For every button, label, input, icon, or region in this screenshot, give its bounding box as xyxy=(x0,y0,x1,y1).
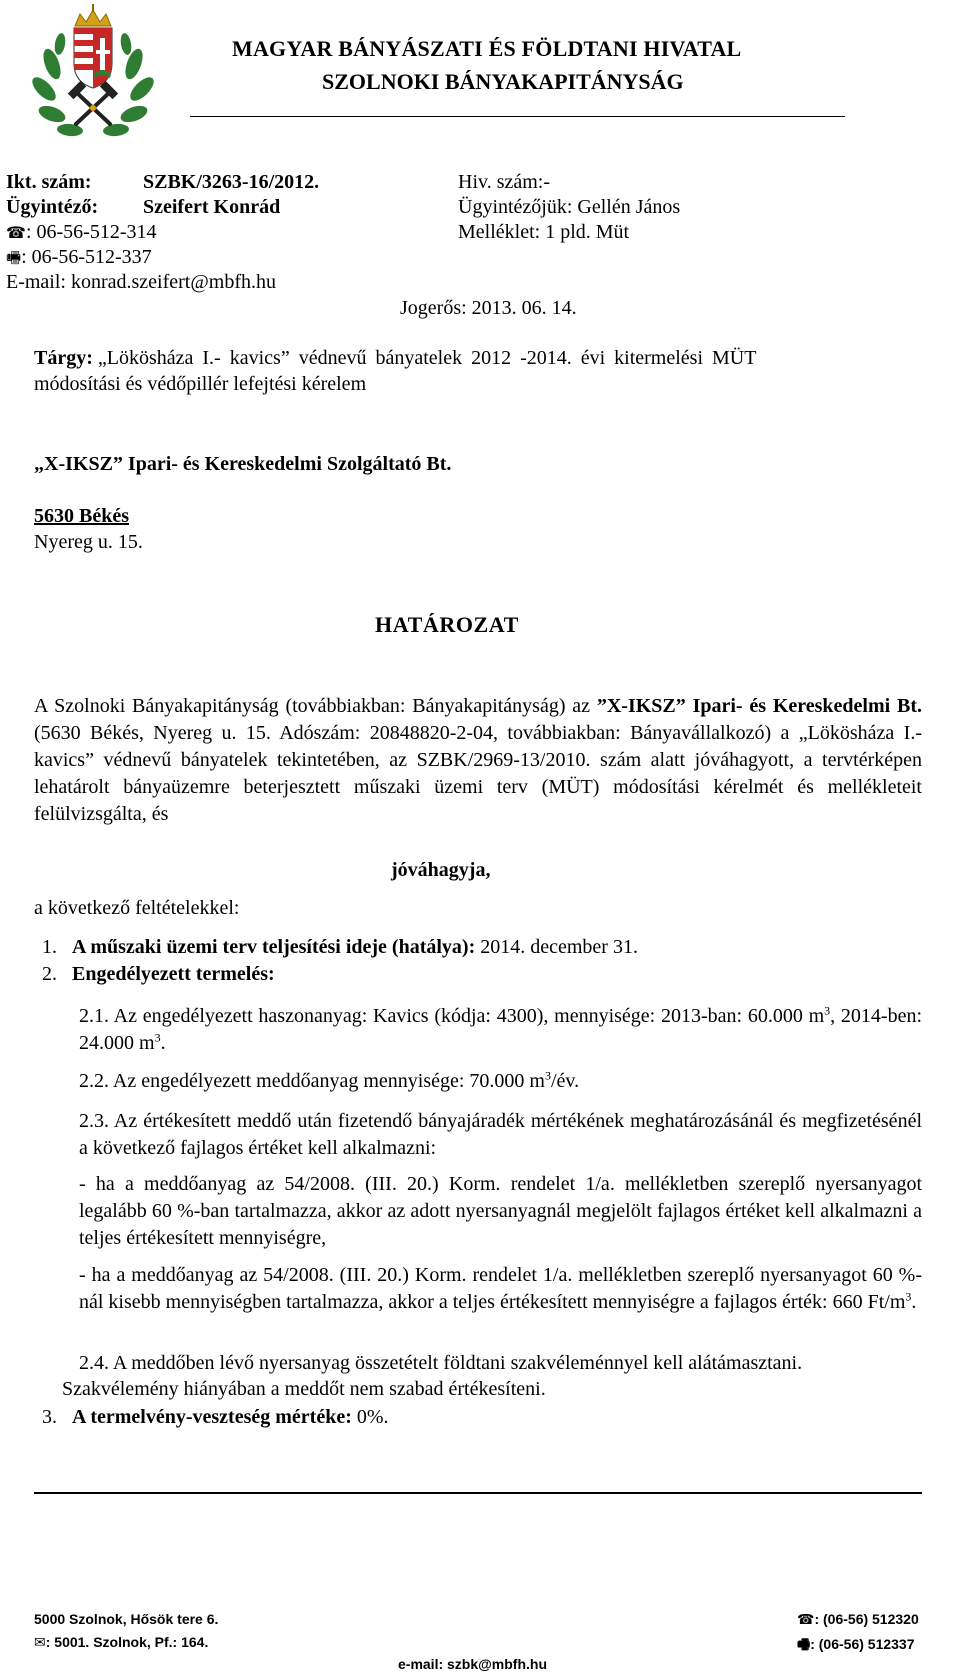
item-1: 1. A műszaki üzemi terv teljesítési ideje (hatálya): 2014. december 31. xyxy=(42,936,638,958)
item-2-3-dash-2: - ha a meddőanyag az 54/2008. (III. 20.) Korm. rendelet 1/a. mellékletben szereplő nyersanyagot 60 %-nál kisebb mennyiségben tartalmazza, akkor a teljes értékesített mennyiségre a fajlagos érték: 660 $Ft/m^3$. xyxy=(79,1264,922,1313)
footer-divider xyxy=(34,1492,922,1494)
phone-line: ☎: 06-56-512-314 xyxy=(6,221,157,243)
subject-line1 xyxy=(34,347,756,370)
subject-label: Tárgy: xyxy=(34,347,93,369)
recipient-city: 5630 Békés xyxy=(34,505,129,527)
item-2-4-line2: Szakvélemény hiányában a meddőt nem szabad értékesíteni. xyxy=(62,1378,546,1400)
telephone-icon: ☎ xyxy=(797,1612,815,1628)
decision-title: HATÁROZAT xyxy=(375,612,519,637)
recipient-street: Nyereg u. 15. xyxy=(34,531,143,553)
approves-text: jóváhagyja, xyxy=(391,859,491,881)
footer-postbox: ✉: 5001. Szolnok, Pf.: 164. xyxy=(34,1634,209,1651)
item-2-3: 2.3. Az értékesített meddő után fizetendő bányajáradék mértékének meghatározásánál és megfizetésénél a következő fajlagos értéket kell alkalmazni: xyxy=(79,1110,922,1159)
header-divider xyxy=(190,116,845,117)
hiv-szam: Hiv. szám:- xyxy=(458,171,551,193)
conditions-intro: a következő feltételekkel: xyxy=(34,897,240,919)
item-2: 2. Engedélyezett termelés: xyxy=(42,963,275,985)
ikt-value: SZBK/3263-16/2012. xyxy=(143,171,320,193)
envelope-icon: ✉ xyxy=(34,1635,46,1651)
email-line: E-mail: konrad.szeifert@mbfh.hu xyxy=(6,271,276,293)
jogeros-date: Jogerős: 2013. 06. 14. xyxy=(400,297,577,319)
footer-phone: ☎: (06-56) 512320 xyxy=(797,1611,919,1628)
item-2-4-line1: 2.4. A meddőben lévő nyersanyag összetételt földtani szakvéleménnyel kell alátámasztani. xyxy=(79,1352,803,1374)
footer-address: 5000 Szolnok, Hősök tere 6. xyxy=(34,1611,219,1627)
subject-line2: módosítási és védőpillér lefejtési kérelem xyxy=(34,373,367,395)
org-name-line2: SZOLNOKI BÁNYAKAPITÁNYSÁG xyxy=(322,69,684,94)
decision-paragraph: A Szolnoki Bányakapitányság (továbbiakban: Bányakapitányság) az ”X-IKSZ” Ipari- és Kereskedelmi Bt. (5630 Békés, Nyereg u. 15. Adószám: 20848820-2-04, továbbiakban: Bányavállalkozó) a „Lökösháza I.- kavics” védnevű bányatelek tekintetében, az SZBK/2969-13/2010. szám alatt jóváhagyott, a tervtérképen lehatárolt bányaüzemre beterjesztett műszaki üzemi terv (MÜT) módosítási kérelmét és mellékleteit felülvizsgálta, és xyxy=(34,695,922,825)
telephone-icon: ☎ xyxy=(6,223,26,242)
subject-text: „Lökösháza I.- kavics” védnevű bányatelek 2012 -2014. évi kitermelési MÜT xyxy=(97,347,757,369)
footer-email: e-mail: szbk@mbfh.hu xyxy=(398,1656,547,1672)
footer-fax: 🖷: (06-56) 512337 xyxy=(797,1636,915,1653)
fax-line: 🖷: 06-56-512-337 xyxy=(6,246,152,268)
fax-icon: 🖷 xyxy=(797,1637,811,1653)
ugyintezo-value: Szeifert Konrád xyxy=(143,196,281,218)
item-3: 3. A termelvény-veszteség mértéke: 0%. xyxy=(42,1406,389,1428)
item-2-1: 2.1. Az engedélyezett haszonanyag: Kavics (kódja: 4300), mennyisége: 2013-ban: 60.000 $m^3$, 2014-ben: 24.000 $m^3$. xyxy=(79,1003,923,1054)
ikt-label: Ikt. szám: xyxy=(6,171,92,193)
item-2-3-dash-1: - ha a meddőanyag az 54/2008. (III. 20.) Korm. rendelet 1/a. mellékletben szereplő nyersanyagot legalább 60 %-ban tartalmazza, akkor az adott nyersanyagnál megjelölt fajlagos értéket kell alkalmazni a teljes értékesített mennyiségre, xyxy=(79,1173,922,1249)
coat-of-arms-icon xyxy=(30,4,156,144)
melleklet: Melléklet: 1 pld. Müt xyxy=(458,221,630,243)
org-name-line1: MAGYAR BÁNYÁSZATI ÉS FÖLDTANI HIVATAL xyxy=(232,36,742,61)
ugyintezojuk: Ügyintézőjük: Gellén János xyxy=(458,196,681,218)
recipient-name: „X-IKSZ” Ipari- és Kereskedelmi Szolgáltató Bt. xyxy=(34,453,452,475)
fax-icon: 🖷 xyxy=(6,248,22,267)
ugyintezo-label: Ügyintéző: xyxy=(6,196,99,218)
item-2-2: 2.2. Az engedélyezett meddőanyag mennyisége: 70.000 $m^3/év$. xyxy=(79,1068,580,1092)
